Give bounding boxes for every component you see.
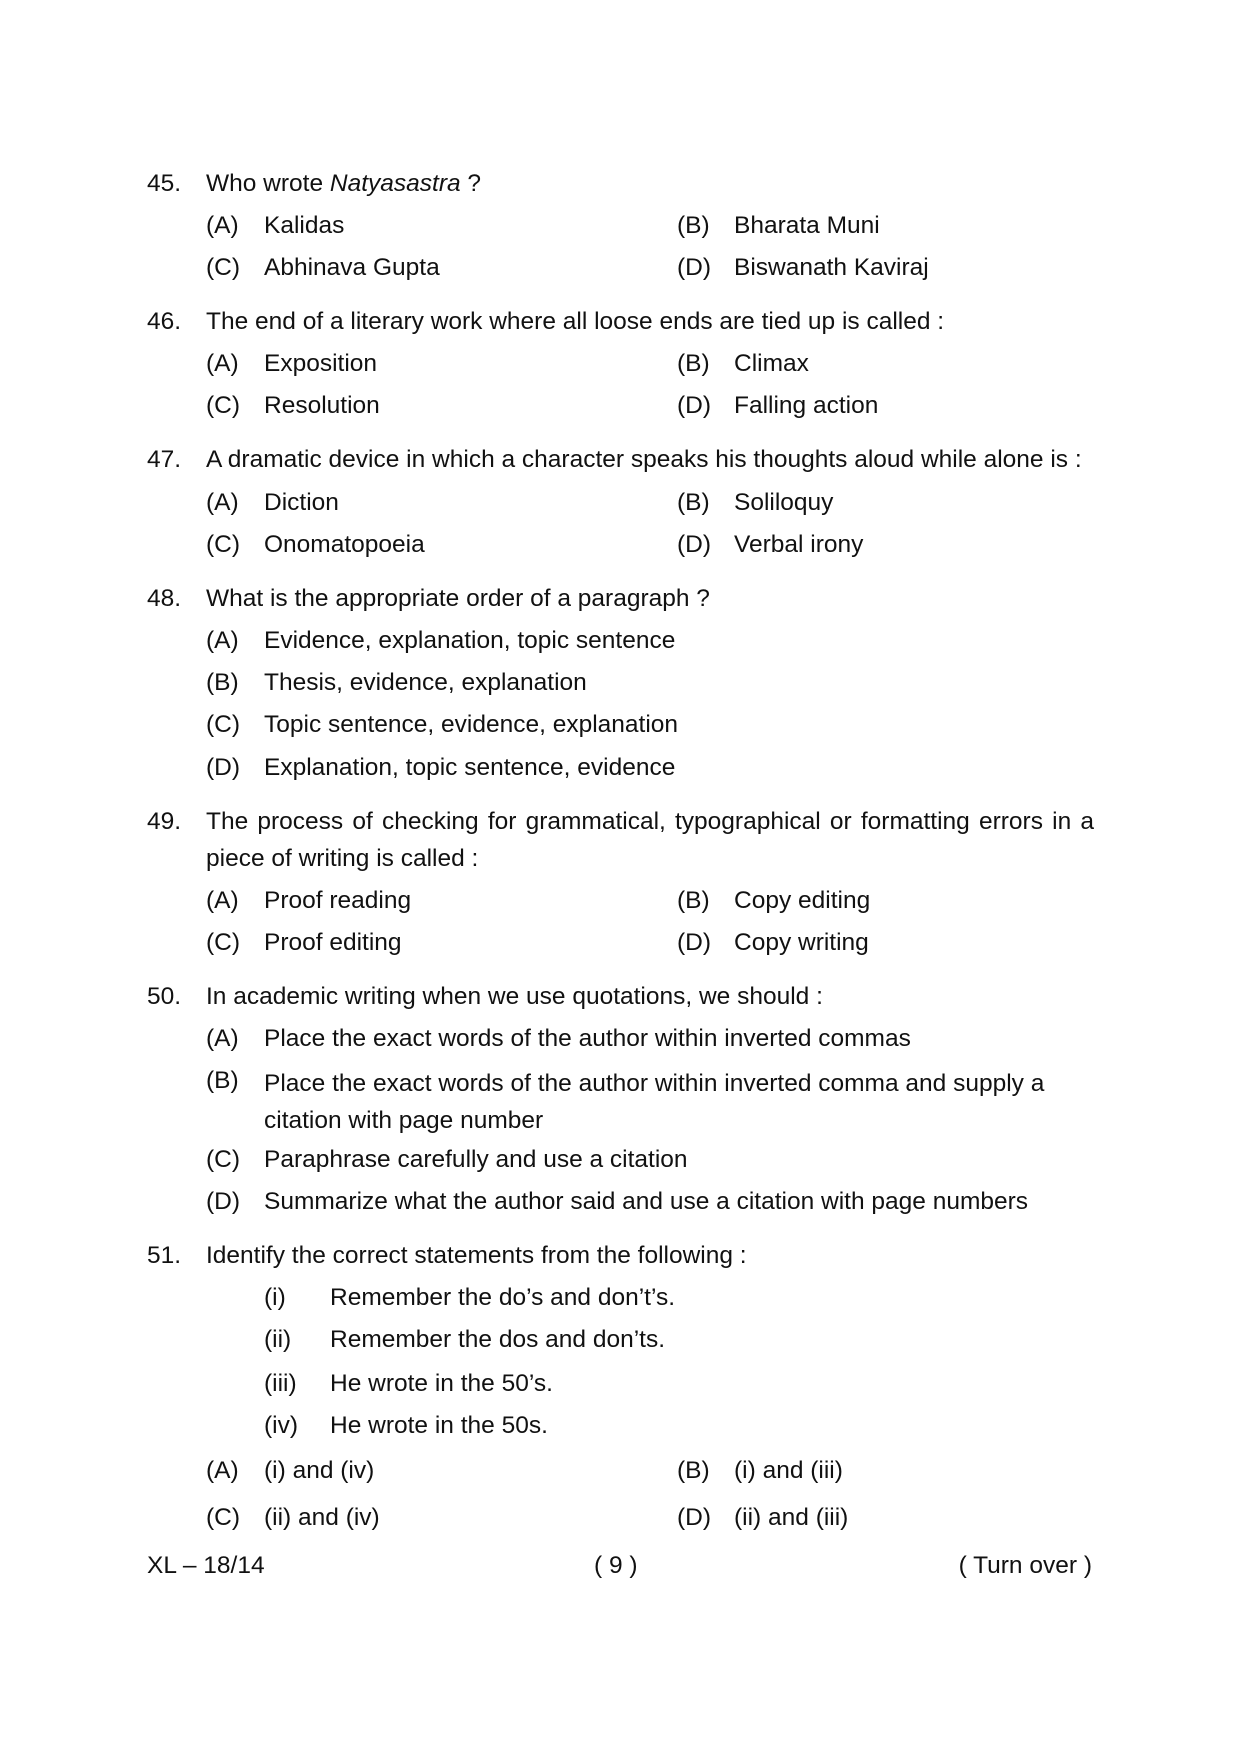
question-number: 49. <box>147 808 182 835</box>
option-text: Proof reading <box>264 887 412 914</box>
option-label: (C) <box>206 1504 241 1531</box>
question-number: 46. <box>147 308 182 335</box>
question-text: What is the appropriate order of a paragraph ? <box>206 585 710 612</box>
statement-text: Remember the do’s and don’t’s. <box>330 1284 676 1311</box>
option-text: Place the exact words of the author within inverted comma and supply a citation with page number <box>264 1070 1045 1134</box>
option-label: (A) <box>206 887 239 914</box>
option-text: Place the exact words of the author within inverted commas <box>264 1025 911 1052</box>
option-text: Resolution <box>264 392 380 419</box>
question-text: The end of a literary work where all loose ends are tied up is called : <box>206 308 945 335</box>
statement-text: He wrote in the 50s. <box>330 1412 548 1439</box>
option-text: Verbal irony <box>734 531 864 558</box>
option-text: Explanation, topic sentence, evidence <box>264 754 676 781</box>
option-label: (B) <box>677 489 710 516</box>
option-label: (D) <box>677 531 712 558</box>
option-text: Exposition <box>264 350 378 377</box>
statement-text: Remember the dos and don’ts. <box>330 1326 666 1353</box>
option-text: Onomatopoeia <box>264 531 425 558</box>
option-label: (D) <box>677 392 712 419</box>
option-label: (B) <box>206 669 239 696</box>
option-text: (ii) and (iii) <box>734 1504 849 1531</box>
question-number: 48. <box>147 585 182 612</box>
question-text-part: Who wrote <box>206 170 330 197</box>
option-text: Paraphrase carefully and use a citation <box>264 1146 688 1173</box>
option-label: (B) <box>677 1457 710 1484</box>
question-text-line1: The process of checking for grammatical, typographical or formatting errors in a <box>206 808 1094 835</box>
option-label: (C) <box>206 254 241 281</box>
option-label: (A) <box>206 350 239 377</box>
option-text: Abhinava Gupta <box>264 254 440 281</box>
option-text: Biswanath Kaviraj <box>734 254 929 281</box>
question-text: Identify the correct statements from the following : <box>206 1242 747 1269</box>
option-text: Evidence, explanation, topic sentence <box>264 627 676 654</box>
turn-over-note: ( Turn over ) <box>958 1552 1092 1579</box>
option-label: (A) <box>206 1457 239 1484</box>
option-label: (C) <box>206 1146 241 1173</box>
option-label: (C) <box>206 711 241 738</box>
question-text: In academic writing when we use quotations, we should : <box>206 983 823 1010</box>
option-text: Thesis, evidence, explanation <box>264 669 587 696</box>
page-number: ( 9 ) <box>594 1552 638 1579</box>
option-label: (D) <box>677 1504 712 1531</box>
question-number: 51. <box>147 1242 182 1269</box>
question-number: 45. <box>147 170 182 197</box>
option-label: (D) <box>206 754 241 781</box>
option-label: (C) <box>206 392 241 419</box>
question-text-part: ? <box>460 170 482 197</box>
option-text: (i) and (iii) <box>734 1457 843 1484</box>
question-number: 47. <box>147 446 182 473</box>
option-label: (D) <box>677 254 712 281</box>
option-label: (B) <box>677 212 710 239</box>
option-label: (B) <box>677 887 710 914</box>
statement-text: He wrote in the 50’s. <box>330 1370 553 1397</box>
option-text: Kalidas <box>264 212 345 239</box>
option-label: (A) <box>206 1025 239 1052</box>
option-label: (B) <box>206 1067 239 1094</box>
statement-label: (i) <box>264 1284 286 1311</box>
paper-code: XL – 18/14 <box>147 1552 265 1579</box>
question-text <box>206 168 481 200</box>
option-text: Diction <box>264 489 339 516</box>
option-text: Proof editing <box>264 929 402 956</box>
option-text: Copy editing <box>734 887 871 914</box>
option-text: Summarize what the author said and use a citation with page numbers <box>264 1188 1029 1215</box>
option-label: (D) <box>206 1188 241 1215</box>
option-label: (C) <box>206 929 241 956</box>
option-text: Soliloquy <box>734 489 834 516</box>
question-text: A dramatic device in which a character speaks his thoughts aloud while alone is : <box>206 446 1082 473</box>
option-label: (A) <box>206 627 239 654</box>
option-label: (A) <box>206 489 239 516</box>
option-text: Falling action <box>734 392 879 419</box>
option-text: Copy writing <box>734 929 869 956</box>
option-label: (A) <box>206 212 239 239</box>
option-text: (i) and (iv) <box>264 1457 375 1484</box>
option-text: Topic sentence, evidence, explanation <box>264 711 679 738</box>
statement-label: (iii) <box>264 1370 297 1397</box>
option-label: (D) <box>677 929 712 956</box>
option-label: (B) <box>677 350 710 377</box>
option-label: (C) <box>206 531 241 558</box>
statement-label: (ii) <box>264 1326 292 1353</box>
question-text-line2: piece of writing is called : <box>206 845 479 872</box>
statement-label: (iv) <box>264 1412 299 1439</box>
option-text: (ii) and (iv) <box>264 1504 380 1531</box>
question-title-italic: Natyasastra <box>329 170 461 197</box>
question-number: 50. <box>147 983 182 1010</box>
option-text: Bharata Muni <box>734 212 880 239</box>
option-text: Climax <box>734 350 809 377</box>
